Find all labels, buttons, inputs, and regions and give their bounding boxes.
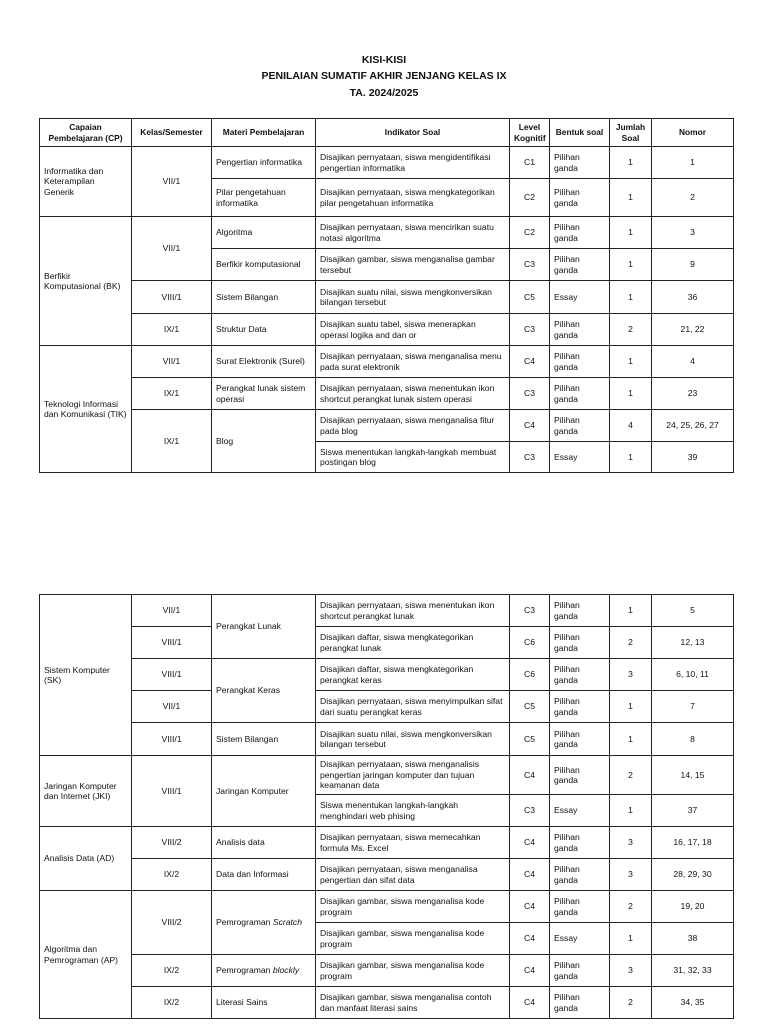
bentuk-cell: Pilihan ganda [550, 179, 610, 217]
materi-cell [212, 891, 316, 955]
materi-cell: Algoritma [212, 217, 316, 249]
table-row [40, 595, 734, 627]
materi-text: Pemrograman [216, 965, 273, 976]
indikator-cell: Disajikan pernyataan, siswa menganalisa pengertian dan sifat data [316, 859, 510, 891]
cp-cell: Sistem Komputer (SK) [40, 595, 132, 756]
table-row [40, 281, 734, 314]
nomor-cell: 38 [652, 923, 734, 955]
indikator-cell: Disajikan gambar, siswa menganalisa kode program [316, 923, 510, 955]
nomor-cell: 24, 25, 26, 27 [652, 410, 734, 442]
nomor-cell: 14, 15 [652, 756, 734, 795]
indikator-cell: Disajikan gambar, siswa menganalisa gambar tersebut [316, 249, 510, 281]
level-cell: C4 [510, 410, 550, 442]
table-row [40, 659, 734, 691]
indikator-cell: Siswa menentukan langkah-langkah menghindari web phising [316, 795, 510, 827]
jumlah-cell: 1 [610, 378, 652, 410]
nomor-cell: 3 [652, 217, 734, 249]
level-cell: C4 [510, 923, 550, 955]
materi-cell: Jaringan Komputer [212, 756, 316, 827]
bentuk-cell: Pilihan ganda [550, 691, 610, 723]
kelas-cell: VII/1 [132, 217, 212, 281]
indikator-cell: Disajikan pernyataan, siswa menentukan ikon shortcut perangkat lunak [316, 595, 510, 627]
cp-cell: Jaringan Komputer dan Internet (JKI) [40, 756, 132, 827]
nomor-cell: 9 [652, 249, 734, 281]
kelas-cell: VII/1 [132, 595, 212, 627]
nomor-cell: 21, 22 [652, 314, 734, 346]
cp-cell: Teknologi Informasi dan Komunikasi (TIK) [40, 346, 132, 473]
level-cell: C3 [510, 378, 550, 410]
jumlah-cell: 1 [610, 442, 652, 473]
bentuk-cell: Essay [550, 795, 610, 827]
indikator-cell: Disajikan pernyataan, siswa mencirikan suatu notasi algoritma [316, 217, 510, 249]
kelas-cell: VII/1 [132, 346, 212, 378]
col-header-level: Level Kognitif [510, 119, 550, 147]
col-header-bentuk: Bentuk soal [550, 119, 610, 147]
bentuk-cell: Essay [550, 281, 610, 314]
kisi-kisi-table-2 [39, 594, 734, 1019]
nomor-cell: 8 [652, 723, 734, 756]
bentuk-cell: Pilihan ganda [550, 314, 610, 346]
indikator-cell: Siswa menentukan langkah-langkah membuat postingan blog [316, 442, 510, 473]
materi-cell: Literasi Sains [212, 987, 316, 1019]
kelas-cell: IX/2 [132, 987, 212, 1019]
table-row [40, 627, 734, 659]
indikator-cell: Disajikan gambar, siswa menganalisa kode program [316, 891, 510, 923]
table-row [40, 987, 734, 1019]
materi-cell: Blog [212, 410, 316, 473]
kisi-kisi-table-1 [39, 118, 734, 473]
level-cell: C4 [510, 346, 550, 378]
jumlah-cell: 1 [610, 346, 652, 378]
level-cell: C1 [510, 147, 550, 179]
materi-cell: Sistem Bilangan [212, 723, 316, 756]
indikator-cell: Disajikan daftar, siswa mengkategorikan perangkat keras [316, 659, 510, 691]
kelas-cell: IX/2 [132, 955, 212, 987]
document-title: KISI-KISI [361, 54, 407, 66]
bentuk-cell: Pilihan ganda [550, 410, 610, 442]
level-cell: C4 [510, 891, 550, 923]
table-row [40, 955, 734, 987]
nomor-cell: 7 [652, 691, 734, 723]
nomor-cell: 31, 32, 33 [652, 955, 734, 987]
level-cell: C3 [510, 595, 550, 627]
indikator-cell: Disajikan suatu nilai, siswa mengkonversikan bilangan tersebut [316, 723, 510, 756]
nomor-cell: 34, 35 [652, 987, 734, 1019]
jumlah-cell: 3 [610, 955, 652, 987]
cp-cell: Analisis Data (AD) [40, 827, 132, 891]
level-cell: C4 [510, 756, 550, 795]
bentuk-cell: Pilihan ganda [550, 987, 610, 1019]
jumlah-cell: 2 [610, 891, 652, 923]
kelas-cell: VIII/2 [132, 827, 212, 859]
materi-cell: Pilar pengetahuan informatika [212, 179, 316, 217]
materi-cell: Struktur Data [212, 314, 316, 346]
indikator-cell: Disajikan suatu tabel, siswa menerapkan operasi logika and dan or [316, 314, 510, 346]
jumlah-cell: 2 [610, 627, 652, 659]
cp-cell: Algoritma dan Pemrograman (AP) [40, 891, 132, 1019]
academic-year: TA. 2024/2025 [349, 87, 419, 99]
nomor-cell: 16, 17, 18 [652, 827, 734, 859]
table-row [40, 891, 734, 923]
bentuk-cell: Pilihan ganda [550, 595, 610, 627]
table-row [40, 756, 734, 795]
table-row [40, 378, 734, 410]
bentuk-cell: Pilihan ganda [550, 659, 610, 691]
col-header-indikator: Indikator Soal [316, 119, 510, 147]
materi-text-italic: Scratch [272, 917, 302, 928]
table-row [40, 691, 734, 723]
jumlah-cell: 1 [610, 723, 652, 756]
bentuk-cell: Pilihan ganda [550, 249, 610, 281]
jumlah-cell: 1 [610, 179, 652, 217]
level-cell: C3 [510, 795, 550, 827]
kelas-cell: IX/1 [132, 378, 212, 410]
table-row [40, 827, 734, 859]
materi-cell: Data dan Informasi [212, 859, 316, 891]
jumlah-cell: 1 [610, 217, 652, 249]
nomor-cell: 1 [652, 147, 734, 179]
jumlah-cell: 3 [610, 659, 652, 691]
bentuk-cell: Pilihan ganda [550, 827, 610, 859]
materi-cell: Berfikir komputasional [212, 249, 316, 281]
materi-text: Pemrograman [216, 917, 273, 928]
bentuk-cell: Pilihan ganda [550, 955, 610, 987]
bentuk-cell: Pilihan ganda [550, 891, 610, 923]
kelas-cell: IX/2 [132, 859, 212, 891]
bentuk-cell: Pilihan ganda [550, 723, 610, 756]
bentuk-cell: Essay [550, 923, 610, 955]
col-header-jumlah: Jumlah Soal [610, 119, 652, 147]
level-cell: C2 [510, 217, 550, 249]
bentuk-cell: Pilihan ganda [550, 756, 610, 795]
level-cell: C3 [510, 314, 550, 346]
header-row [40, 119, 734, 147]
nomor-cell: 2 [652, 179, 734, 217]
materi-cell: Analisis data [212, 827, 316, 859]
jumlah-cell: 3 [610, 859, 652, 891]
indikator-cell: Disajikan pernyataan, siswa mengidentifikasi pengertian informatika [316, 147, 510, 179]
jumlah-cell: 1 [610, 795, 652, 827]
level-cell: C4 [510, 987, 550, 1019]
nomor-cell: 5 [652, 595, 734, 627]
nomor-cell: 37 [652, 795, 734, 827]
jumlah-cell: 2 [610, 756, 652, 795]
table-row [40, 859, 734, 891]
level-cell: C3 [510, 442, 550, 473]
materi-cell [212, 955, 316, 987]
level-cell: C2 [510, 179, 550, 217]
indikator-cell: Disajikan pernyataan, siswa mengkategorikan pilar pengetahuan informatika [316, 179, 510, 217]
jumlah-cell: 1 [610, 281, 652, 314]
indikator-cell: Disajikan pernyataan, siswa menganalisa menu pada surat elektronik [316, 346, 510, 378]
jumlah-cell: 4 [610, 410, 652, 442]
materi-cell: Perangkat Lunak [212, 595, 316, 659]
kelas-cell: IX/1 [132, 314, 212, 346]
nomor-cell: 12, 13 [652, 627, 734, 659]
nomor-cell: 19, 20 [652, 891, 734, 923]
indikator-cell: Disajikan pernyataan, siswa menganalisa fitur pada blog [316, 410, 510, 442]
kelas-cell: VIII/2 [132, 891, 212, 955]
jumlah-cell: 1 [610, 691, 652, 723]
table-row [40, 410, 734, 442]
nomor-cell: 36 [652, 281, 734, 314]
kelas-cell: IX/1 [132, 410, 212, 473]
indikator-cell: Disajikan gambar, siswa menganalisa kode program [316, 955, 510, 987]
materi-text-italic: blockly [272, 965, 300, 976]
indikator-cell: Disajikan pernyataan, siswa memecahkan formula Ms. Excel [316, 827, 510, 859]
level-cell: C5 [510, 691, 550, 723]
level-cell: C3 [510, 249, 550, 281]
indikator-cell: Disajikan pernyataan, siswa menganalisis pengertian jaringan komputer dan tujuan keamanan data [316, 756, 510, 795]
jumlah-cell: 2 [610, 987, 652, 1019]
materi-cell: Sistem Bilangan [212, 281, 316, 314]
kelas-cell: VII/1 [132, 691, 212, 723]
jumlah-cell: 1 [610, 249, 652, 281]
nomor-cell: 28, 29, 30 [652, 859, 734, 891]
cp-cell: Berfikir Komputasional (BK) [40, 217, 132, 346]
jumlah-cell: 1 [610, 595, 652, 627]
cp-cell: Informatika dan Keterampilan Generik [40, 147, 132, 217]
level-cell: C4 [510, 859, 550, 891]
table-row [40, 346, 734, 378]
indikator-cell: Disajikan daftar, siswa mengkategorikan perangkat lunak [316, 627, 510, 659]
col-header-kelas: Kelas/Semester [132, 119, 212, 147]
nomor-cell: 39 [652, 442, 734, 473]
table-row [40, 314, 734, 346]
document-subtitle: PENILAIAN SUMATIF AKHIR JENJANG KELAS IX [261, 70, 507, 82]
jumlah-cell: 3 [610, 827, 652, 859]
kelas-cell: VII/1 [132, 147, 212, 217]
kelas-cell: VIII/1 [132, 281, 212, 314]
nomor-cell: 23 [652, 378, 734, 410]
kelas-cell: VIII/1 [132, 627, 212, 659]
nomor-cell: 6, 10, 11 [652, 659, 734, 691]
col-header-materi: Materi Pembelajaran [212, 119, 316, 147]
kelas-cell: VIII/1 [132, 659, 212, 691]
materi-cell: Surat Elektronik (Surel) [212, 346, 316, 378]
materi-cell: Pengertian informatika [212, 147, 316, 179]
indikator-cell: Disajikan suatu nilai, siswa mengkonversikan bilangan tersebut [316, 281, 510, 314]
jumlah-cell: 1 [610, 147, 652, 179]
level-cell: C5 [510, 723, 550, 756]
indikator-cell: Disajikan gambar, siswa menganalisa contoh dan manfaat literasi sains [316, 987, 510, 1019]
col-header-nomor: Nomor [652, 119, 734, 147]
bentuk-cell: Pilihan ganda [550, 217, 610, 249]
col-header-cp: Capaian Pembelajaran (CP) [40, 119, 132, 147]
materi-cell: Perangkat lunak sistem operasi [212, 378, 316, 410]
nomor-cell: 4 [652, 346, 734, 378]
level-cell: C4 [510, 827, 550, 859]
bentuk-cell: Pilihan ganda [550, 627, 610, 659]
level-cell: C6 [510, 627, 550, 659]
table-row [40, 147, 734, 179]
level-cell: C5 [510, 281, 550, 314]
bentuk-cell: Pilihan ganda [550, 859, 610, 891]
level-cell: C4 [510, 955, 550, 987]
table-row [40, 723, 734, 756]
bentuk-cell: Pilihan ganda [550, 346, 610, 378]
table-row [40, 217, 734, 249]
jumlah-cell: 2 [610, 314, 652, 346]
kelas-cell: VIII/1 [132, 723, 212, 756]
materi-cell: Perangkat Keras [212, 659, 316, 723]
bentuk-cell: Pilihan ganda [550, 147, 610, 179]
jumlah-cell: 1 [610, 923, 652, 955]
indikator-cell: Disajikan pernyataan, siswa menentukan ikon shortcut perangkat lunak sistem operasi [316, 378, 510, 410]
indikator-cell: Disajikan pernyataan, siswa menyimpulkan sifat dari suatu perangkat keras [316, 691, 510, 723]
bentuk-cell: Pilihan ganda [550, 378, 610, 410]
level-cell: C6 [510, 659, 550, 691]
bentuk-cell: Essay [550, 442, 610, 473]
kelas-cell: VIII/1 [132, 756, 212, 827]
